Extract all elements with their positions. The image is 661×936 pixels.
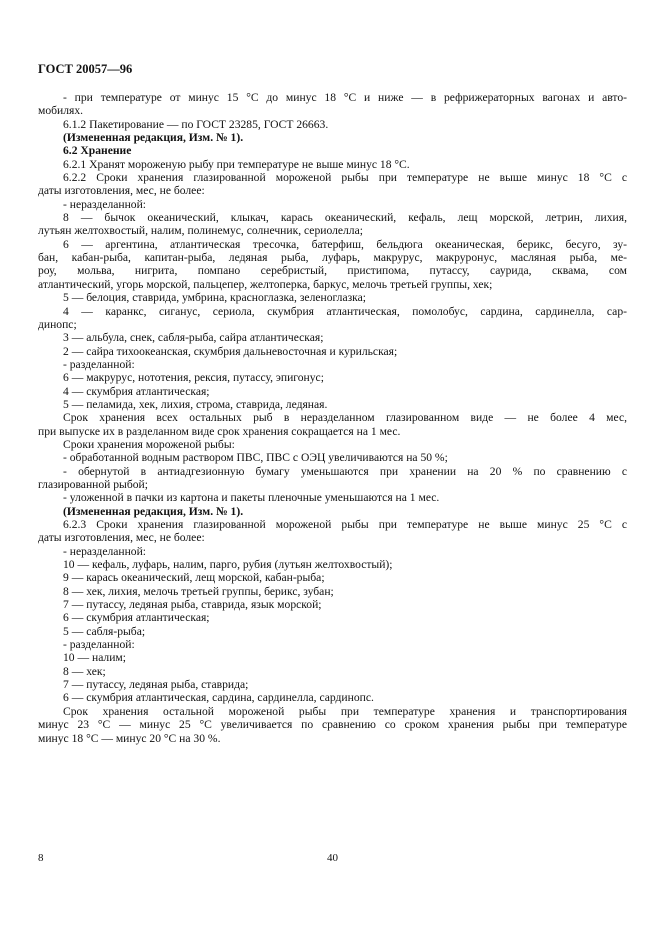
text-line: минус 18 °С — минус 20 °С на 30 %. — [38, 731, 221, 745]
text-line: 8 — бычок океанический, клыкач, карась океанический, кефаль, лещ морской, летрин, лихия, — [63, 211, 627, 225]
text-line: 2 — сайра тихоокеанская, скумбрия дальневосточная и курильская; — [63, 344, 398, 358]
text-line: бан, кабан-рыба, капитан-рыба, ледяная рыба, луфарь, макрурус, макруронус, масляная рыба, ме- — [38, 251, 627, 265]
text-line: при выпуске их в разделанном виде срок хранения сокращается на 1 мес. — [38, 424, 401, 438]
text-line: даты изготовления, мес, не более: — [38, 531, 205, 545]
text-line: Срок хранения остальной мороженой рыбы при температуре хранения и транспортирования — [63, 704, 627, 718]
text-line: даты изготовления, мес, не более: — [38, 184, 205, 198]
text-line: 5 — белоция, ставрида, умбрина, красноглазка, зеленоглазка; — [63, 291, 367, 305]
text-line: 6.2.1 Хранят мороженую рыбу при температуре не выше минус 18 °С. — [63, 157, 410, 171]
text-line: Срок хранения всех остальных рыб в неразделанном глазированном виде — не более 4 мес, — [63, 411, 627, 425]
text-line: 4 — каранкс, сиганус, сериола, скумбрия атлантическая, помолобус, сардина, сардинелла, сар- — [63, 304, 627, 318]
text-line: - обернутой в антиадгезионную бумагу уменьшаются при хранении на 20 % по сравнению с — [63, 464, 627, 478]
text-line: атлантический, угорь морской, пальцепер, желтоперка, баркус, мелочь третьей группы, хек; — [38, 277, 493, 291]
text-line: динопс; — [38, 317, 77, 331]
text-line: - неразделанной: — [63, 544, 147, 558]
text-line: 9 — карась океанический, лещ морской, кабан-рыба; — [63, 571, 325, 585]
text-line: - разделанной: — [63, 638, 135, 652]
text-line: 4 — скумбрия атлантическая; — [63, 384, 210, 398]
bold-text-line: (Измененная редакция, Изм. № 1). — [63, 504, 244, 518]
text-line: 6 — макрурус, нототения, рексия, путассу, эпигонус; — [63, 371, 324, 385]
page-number-left: 8 — [38, 852, 44, 864]
text-line: Сроки хранения мороженой рыбы: — [63, 437, 235, 451]
text-line: 7 — путассу, ледяная рыба, ставрида, язык морской; — [63, 598, 322, 612]
bold-text-line: 6.2 Хранение — [63, 144, 132, 158]
document-header: ГОСТ 20057—96 — [38, 62, 133, 76]
text-line: 5 — сабля-рыба; — [63, 624, 146, 638]
text-line: - обработанной водным раствором ПВС, ПВС с ОЭЦ увеличиваются на 50 %; — [63, 451, 448, 465]
bold-text-line: (Измененная редакция, Изм. № 1). — [63, 131, 244, 145]
text-line: 6.2.3 Сроки хранения глазированной мороженой рыбы при температуре не выше минус 25 °С с — [63, 518, 627, 531]
text-line: 6 — аргентина, атлантическая тресочка, батерфиш, бельдюга океаническая, берикс, бесуго, зу- — [63, 237, 627, 251]
text-line: - разделанной: — [63, 357, 135, 371]
text-line: минус 23 °С — минус 25 °С увеличивается по сравнению со сроком хранения рыбы при температуре — [38, 718, 627, 732]
text-line: мобилях. — [38, 104, 84, 118]
text-line: 6 — скумбрия атлантическая, сардина, сардинелла, сардинопс. — [63, 691, 374, 705]
text-line: лутьян желтохвостый, налим, полинемус, солнечник, сериолелла; — [38, 224, 363, 238]
text-line: 10 — налим; — [63, 651, 126, 665]
text-line: 3 — альбула, снек, сабля-рыба, сайра атлантическая; — [63, 331, 324, 345]
text-line: 6 — скумбрия атлантическая; — [63, 611, 210, 625]
page-number-center: 40 — [327, 852, 338, 864]
text-line: 6.1.2 Пакетирование — по ГОСТ 23285, ГОСТ 26663. — [63, 117, 329, 131]
text-line: 10 — кефаль, луфарь, налим, парго, рубия (лутьян желтохвостый); — [63, 558, 393, 572]
text-line: 8 — хек, лихия, мелочь третьей группы, берикс, зубан; — [63, 584, 334, 598]
text-line: 8 — хек; — [63, 664, 106, 678]
text-line: 6.2.2 Сроки хранения глазированной мороженой рыбы при температуре не выше минус 18 °С с — [63, 171, 627, 185]
text-line: - при температуре от минус 15 °С до минус 18 °С и ниже — в рефрижераторных вагонах и авто- — [63, 91, 627, 104]
text-line: 7 — путассу, ледяная рыба, ставрида; — [63, 678, 249, 692]
document-body — [38, 91, 627, 745]
text-line: - уложенной в пачки из картона и пакеты пленочные уменьшаются на 1 мес. — [63, 491, 440, 505]
text-line: - неразделанной: — [63, 197, 147, 211]
text-line: глазированной рыбой; — [38, 477, 148, 491]
text-line: роу, мольва, нигрита, помпано серебристый, пристипома, путассу, саурида, сквама, сом — [38, 264, 627, 278]
text-line: 5 — пеламида, хек, лихия, строма, ставрида, ледяная. — [63, 397, 328, 411]
